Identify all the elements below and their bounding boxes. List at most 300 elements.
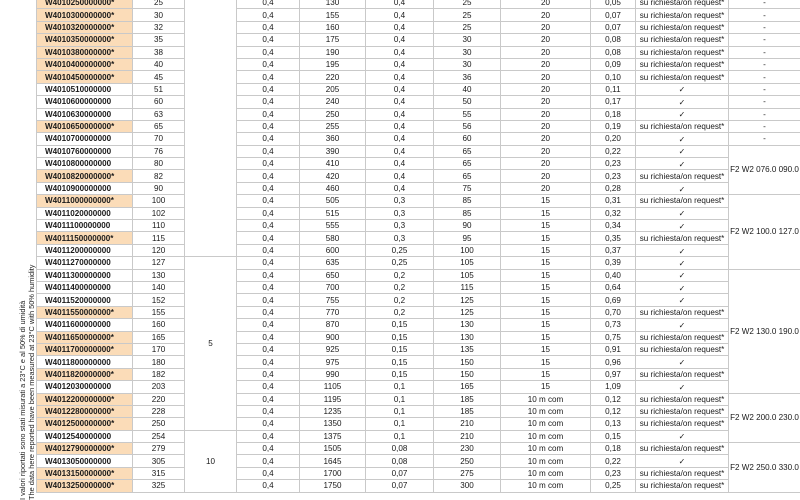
diameter-cell: 80 (133, 158, 185, 170)
table-row (37, 220, 800, 232)
diameter-cell: 32 (133, 21, 185, 33)
availability-cell: su richiesta/on request* (636, 306, 729, 318)
diameter-cell: 228 (133, 405, 185, 417)
table-row (37, 356, 800, 368)
table-row (37, 145, 800, 157)
article-code-cell: W4013250000000* (37, 480, 133, 492)
availability-cell: su richiesta/on request* (636, 34, 729, 46)
value-cell: 15 (501, 381, 591, 393)
availability-cell: su richiesta/on request* (636, 480, 729, 492)
value-cell: 1700 (300, 467, 366, 479)
value-cell: 50 (434, 96, 501, 108)
availability-cell: su richiesta/on request* (636, 21, 729, 33)
value-cell: 0,4 (237, 368, 300, 380)
diameter-cell: 100 (133, 195, 185, 207)
value-cell: 85 (434, 195, 501, 207)
value-cell: 0,4 (237, 170, 300, 182)
value-cell: 175 (300, 34, 366, 46)
availability-cell: ✓ (636, 158, 729, 170)
value-cell: 0,4 (237, 381, 300, 393)
value-cell: 0,4 (366, 0, 434, 9)
diameter-cell: 82 (133, 170, 185, 182)
value-cell: 0,4 (237, 46, 300, 58)
value-cell: 0,19 (591, 120, 636, 132)
value-cell: 0,4 (237, 220, 300, 232)
availability-cell: ✓ (636, 220, 729, 232)
table-row (37, 83, 800, 95)
value-cell: 0,4 (237, 306, 300, 318)
value-cell: 10 m com (501, 480, 591, 492)
availability-cell: ✓ (636, 207, 729, 219)
table-row (37, 381, 800, 393)
value-cell: 650 (300, 269, 366, 281)
value-cell: 0,17 (591, 96, 636, 108)
value-cell: 0,07 (591, 21, 636, 33)
availability-cell: su richiesta/on request* (636, 368, 729, 380)
measurement-note (0, 0, 36, 500)
value-cell: 10 m com (501, 467, 591, 479)
value-cell: 0,12 (591, 405, 636, 417)
table-row (37, 207, 800, 219)
value-cell: 0,4 (366, 133, 434, 145)
article-code-cell: W4010900000000 (37, 182, 133, 194)
value-cell: 0,31 (591, 195, 636, 207)
value-cell: 25 (434, 9, 501, 21)
value-cell: 75 (434, 182, 501, 194)
value-cell: 460 (300, 182, 366, 194)
diameter-cell: 30 (133, 9, 185, 21)
value-cell: 20 (501, 9, 591, 21)
availability-cell: ✓ (636, 430, 729, 442)
value-cell: 555 (300, 220, 366, 232)
availability-cell: ✓ (636, 133, 729, 145)
dimension-cell: - (729, 9, 800, 21)
value-cell: 0,15 (366, 368, 434, 380)
value-cell: 0,07 (591, 9, 636, 21)
value-cell: 0,73 (591, 319, 636, 331)
value-cell: 0,4 (237, 232, 300, 244)
article-code-cell: W4010380000000* (37, 46, 133, 58)
value-cell: 990 (300, 368, 366, 380)
measurement-note-text (18, 265, 36, 500)
value-cell: 115 (434, 281, 501, 293)
value-cell: 0,3 (366, 195, 434, 207)
value-cell: 0,4 (366, 46, 434, 58)
value-cell: 0,4 (237, 71, 300, 83)
value-cell: 0,4 (237, 343, 300, 355)
value-cell: 0,35 (591, 232, 636, 244)
article-code-cell: W4013050000000 (37, 455, 133, 467)
availability-cell: su richiesta/on request* (636, 467, 729, 479)
value-cell: 0,4 (237, 443, 300, 455)
value-cell: 0,23 (591, 158, 636, 170)
value-cell: 0,4 (237, 430, 300, 442)
value-cell: 925 (300, 343, 366, 355)
value-cell: 700 (300, 281, 366, 293)
value-cell: 255 (300, 120, 366, 132)
value-cell: 0,97 (591, 368, 636, 380)
value-cell: 0,4 (237, 319, 300, 331)
article-code-cell: W4011550000000* (37, 306, 133, 318)
value-cell: 20 (501, 83, 591, 95)
value-cell: 0,4 (366, 145, 434, 157)
diameter-cell: 45 (133, 71, 185, 83)
value-cell: 20 (501, 182, 591, 194)
value-cell: 15 (501, 343, 591, 355)
value-cell: 0,4 (237, 58, 300, 70)
availability-cell: ✓ (636, 96, 729, 108)
value-cell: 55 (434, 108, 501, 120)
article-code-cell: W4011400000000 (37, 281, 133, 293)
value-cell: 0,07 (366, 480, 434, 492)
diameter-cell: 25 (133, 0, 185, 9)
value-cell: 0,4 (237, 21, 300, 33)
value-cell: 0,4 (237, 108, 300, 120)
article-code-cell: W4012540000000 (37, 430, 133, 442)
value-cell: 190 (300, 46, 366, 58)
availability-cell: su richiesta/on request* (636, 418, 729, 430)
diameter-cell: 90 (133, 182, 185, 194)
table-row (37, 9, 800, 21)
article-code-cell: W4010700000000 (37, 133, 133, 145)
value-cell: 130 (434, 331, 501, 343)
value-cell: 65 (434, 170, 501, 182)
value-cell: 0,4 (237, 96, 300, 108)
value-cell: 515 (300, 207, 366, 219)
article-code-cell: W4012790000000* (37, 443, 133, 455)
value-cell: 0,34 (591, 220, 636, 232)
value-cell: 10 m com (501, 455, 591, 467)
value-cell: 0,96 (591, 356, 636, 368)
packaging-dimension-cell: F2 W2 130.0 190.0 (729, 269, 800, 393)
value-cell: 0,07 (366, 467, 434, 479)
table-row (37, 393, 800, 405)
article-code-cell: W4011300000000 (37, 269, 133, 281)
article-code-cell: W4010760000000 (37, 145, 133, 157)
value-cell: 420 (300, 170, 366, 182)
value-cell: 0,4 (366, 96, 434, 108)
diameter-cell: 60 (133, 96, 185, 108)
table-row (37, 405, 800, 417)
measurement-note-it: I valori riportati sono stati misurati a 23°C e al 50% di umidità (18, 300, 27, 500)
diameter-cell: 165 (133, 331, 185, 343)
value-cell: 0,08 (591, 34, 636, 46)
diameter-cell: 203 (133, 381, 185, 393)
table-row (37, 120, 800, 132)
table-row (37, 430, 800, 442)
article-code-cell: W4010820000000* (37, 170, 133, 182)
value-cell: 15 (501, 207, 591, 219)
packaging-dimension-cell: F2 W2 250.0 330.0 (729, 443, 800, 493)
diameter-cell: 35 (133, 34, 185, 46)
availability-cell: ✓ (636, 294, 729, 306)
article-code-cell: W4010400000000* (37, 58, 133, 70)
value-cell: 0,4 (237, 467, 300, 479)
article-code-cell: W4010250000000* (37, 0, 133, 9)
table-row (37, 294, 800, 306)
value-cell: 0,4 (237, 356, 300, 368)
value-cell: 20 (501, 0, 591, 9)
value-cell: 0,4 (366, 158, 434, 170)
value-cell: 275 (434, 467, 501, 479)
value-cell: 0,25 (366, 244, 434, 256)
article-code-cell: W4010510000000 (37, 83, 133, 95)
value-cell: 15 (501, 220, 591, 232)
article-code-cell: W4011020000000 (37, 207, 133, 219)
diameter-cell: 305 (133, 455, 185, 467)
availability-cell: su richiesta/on request* (636, 343, 729, 355)
diameter-cell: 315 (133, 467, 185, 479)
article-code-cell: W4012200000000* (37, 393, 133, 405)
value-cell: 165 (434, 381, 501, 393)
value-cell: 220 (300, 71, 366, 83)
value-cell: 20 (501, 58, 591, 70)
value-cell: 390 (300, 145, 366, 157)
value-cell: 0,2 (366, 294, 434, 306)
availability-cell: ✓ (636, 455, 729, 467)
value-cell: 40 (434, 83, 501, 95)
value-cell: 125 (434, 306, 501, 318)
measurement-note-en: The data here reported have been measured at 23°C with 50% humidity (27, 264, 36, 500)
value-cell: 25 (434, 21, 501, 33)
availability-cell: su richiesta/on request* (636, 170, 729, 182)
value-cell: 0,4 (366, 71, 434, 83)
value-cell: 0,11 (591, 83, 636, 95)
diameter-cell: 120 (133, 244, 185, 256)
article-code-cell: W4012280000000* (37, 405, 133, 417)
packaging-dimension-cell: F2 W2 200.0 230.0 (729, 393, 800, 443)
value-cell: 0,39 (591, 257, 636, 269)
value-cell: 0,4 (237, 9, 300, 21)
value-cell: 150 (434, 368, 501, 380)
article-code-cell: W4011600000000 (37, 319, 133, 331)
value-cell: 185 (434, 393, 501, 405)
value-cell: 580 (300, 232, 366, 244)
value-cell: 0,3 (366, 232, 434, 244)
article-code-cell: W4010800000000 (37, 158, 133, 170)
value-cell: 130 (434, 319, 501, 331)
table-row (37, 34, 800, 46)
dimension-cell: - (729, 108, 800, 120)
diameter-cell: 127 (133, 257, 185, 269)
value-cell: 0,22 (591, 455, 636, 467)
value-cell: 15 (501, 195, 591, 207)
value-cell: 95 (434, 232, 501, 244)
diameter-cell: 220 (133, 393, 185, 405)
value-cell: 0,15 (591, 430, 636, 442)
availability-cell: ✓ (636, 182, 729, 194)
value-cell: 0,15 (366, 331, 434, 343)
value-cell: 10 m com (501, 430, 591, 442)
value-cell: 505 (300, 195, 366, 207)
diameter-cell: 102 (133, 207, 185, 219)
diameter-cell: 70 (133, 133, 185, 145)
table-row (37, 108, 800, 120)
value-cell: 20 (501, 71, 591, 83)
value-cell: 0,12 (591, 393, 636, 405)
diameter-cell: 182 (133, 368, 185, 380)
value-cell: 0,4 (237, 34, 300, 46)
article-code-cell: W4011000000000* (37, 195, 133, 207)
diameter-cell: 76 (133, 145, 185, 157)
availability-cell: su richiesta/on request* (636, 46, 729, 58)
product-table-wrapper (36, 0, 800, 493)
value-cell: 20 (501, 96, 591, 108)
value-cell: 0,23 (591, 170, 636, 182)
value-cell: 15 (501, 306, 591, 318)
table-row (37, 467, 800, 479)
value-cell: 0,1 (366, 381, 434, 393)
table-row (37, 71, 800, 83)
table-row (37, 195, 800, 207)
availability-cell: ✓ (636, 108, 729, 120)
value-cell: 105 (434, 269, 501, 281)
availability-cell: su richiesta/on request* (636, 9, 729, 21)
table-row (37, 480, 800, 492)
value-cell: 15 (501, 331, 591, 343)
value-cell: 20 (501, 108, 591, 120)
value-cell: 0,4 (366, 182, 434, 194)
value-cell: 0,15 (366, 343, 434, 355)
table-row (37, 232, 800, 244)
value-cell: 0,4 (237, 158, 300, 170)
value-cell: 0,4 (237, 0, 300, 9)
value-cell: 25 (434, 0, 501, 9)
value-cell: 410 (300, 158, 366, 170)
value-cell: 195 (300, 58, 366, 70)
diameter-cell: 115 (133, 232, 185, 244)
value-cell: 0,22 (591, 145, 636, 157)
value-cell: 0,3 (366, 220, 434, 232)
article-code-cell: W4011800000000 (37, 356, 133, 368)
value-cell: 0,1 (366, 430, 434, 442)
value-cell: 900 (300, 331, 366, 343)
dimension-cell: - (729, 71, 800, 83)
value-cell: 15 (501, 269, 591, 281)
article-code-cell: W4010450000000* (37, 71, 133, 83)
availability-cell: ✓ (636, 381, 729, 393)
availability-cell: ✓ (636, 83, 729, 95)
value-cell: 0,4 (237, 331, 300, 343)
value-cell: 0,4 (366, 108, 434, 120)
value-cell: 0,15 (366, 319, 434, 331)
article-code-cell: W4011200000000 (37, 244, 133, 256)
value-cell: 0,4 (366, 170, 434, 182)
table-row (37, 133, 800, 145)
value-cell: 0,4 (237, 195, 300, 207)
value-cell: 0,69 (591, 294, 636, 306)
merged-group-cell: 10 (185, 430, 237, 492)
diameter-cell: 254 (133, 430, 185, 442)
article-code-cell: W4012500000000* (37, 418, 133, 430)
diameter-cell: 130 (133, 269, 185, 281)
value-cell: 1645 (300, 455, 366, 467)
dimension-cell: - (729, 58, 800, 70)
diameter-cell: 325 (133, 480, 185, 492)
value-cell: 1750 (300, 480, 366, 492)
table-row (37, 96, 800, 108)
value-cell: 0,28 (591, 182, 636, 194)
value-cell: 0,4 (237, 133, 300, 145)
value-cell: 20 (501, 170, 591, 182)
table-row (37, 158, 800, 170)
value-cell: 65 (434, 145, 501, 157)
value-cell: 10 m com (501, 405, 591, 417)
value-cell: 105 (434, 257, 501, 269)
availability-cell: ✓ (636, 356, 729, 368)
table-row (37, 368, 800, 380)
value-cell: 0,18 (591, 108, 636, 120)
value-cell: 240 (300, 96, 366, 108)
value-cell: 15 (501, 232, 591, 244)
value-cell: 0,64 (591, 281, 636, 293)
value-cell: 870 (300, 319, 366, 331)
value-cell: 30 (434, 34, 501, 46)
value-cell: 1350 (300, 418, 366, 430)
value-cell: 1235 (300, 405, 366, 417)
article-code-cell: W4011150000000* (37, 232, 133, 244)
value-cell: 100 (434, 244, 501, 256)
value-cell: 0,3 (366, 207, 434, 219)
value-cell: 36 (434, 71, 501, 83)
value-cell: 0,4 (237, 281, 300, 293)
table-row (37, 306, 800, 318)
table-row (37, 343, 800, 355)
value-cell: 20 (501, 158, 591, 170)
diameter-cell: 160 (133, 319, 185, 331)
value-cell: 15 (501, 257, 591, 269)
value-cell: 975 (300, 356, 366, 368)
value-cell: 0,4 (366, 21, 434, 33)
value-cell: 360 (300, 133, 366, 145)
value-cell: 185 (434, 405, 501, 417)
value-cell: 0,10 (591, 71, 636, 83)
value-cell: 85 (434, 207, 501, 219)
product-spec-table (36, 0, 800, 493)
availability-cell: su richiesta/on request* (636, 71, 729, 83)
article-code-cell: W4010630000000 (37, 108, 133, 120)
value-cell: 210 (434, 418, 501, 430)
value-cell: 210 (434, 430, 501, 442)
availability-cell: su richiesta/on request* (636, 331, 729, 343)
value-cell: 0,4 (237, 207, 300, 219)
value-cell: 15 (501, 281, 591, 293)
value-cell: 1105 (300, 381, 366, 393)
availability-cell: ✓ (636, 257, 729, 269)
diameter-cell: 180 (133, 356, 185, 368)
value-cell: 20 (501, 46, 591, 58)
table-row (37, 455, 800, 467)
table-row (37, 0, 800, 9)
article-code-cell: W4011700000000* (37, 343, 133, 355)
value-cell: 0,4 (237, 145, 300, 157)
dimension-cell: - (729, 120, 800, 132)
table-row (37, 170, 800, 182)
value-cell: 0,08 (591, 46, 636, 58)
value-cell: 755 (300, 294, 366, 306)
value-cell: 10 m com (501, 393, 591, 405)
value-cell: 0,13 (591, 418, 636, 430)
value-cell: 0,2 (366, 269, 434, 281)
table-row (37, 244, 800, 256)
value-cell: 0,75 (591, 331, 636, 343)
value-cell: 250 (434, 455, 501, 467)
value-cell: 250 (300, 108, 366, 120)
article-code-cell: W4011100000000 (37, 220, 133, 232)
value-cell: 0,08 (366, 443, 434, 455)
table-row (37, 21, 800, 33)
packaging-dimension-cell: F2 W2 076.0 090.0 (729, 145, 800, 195)
